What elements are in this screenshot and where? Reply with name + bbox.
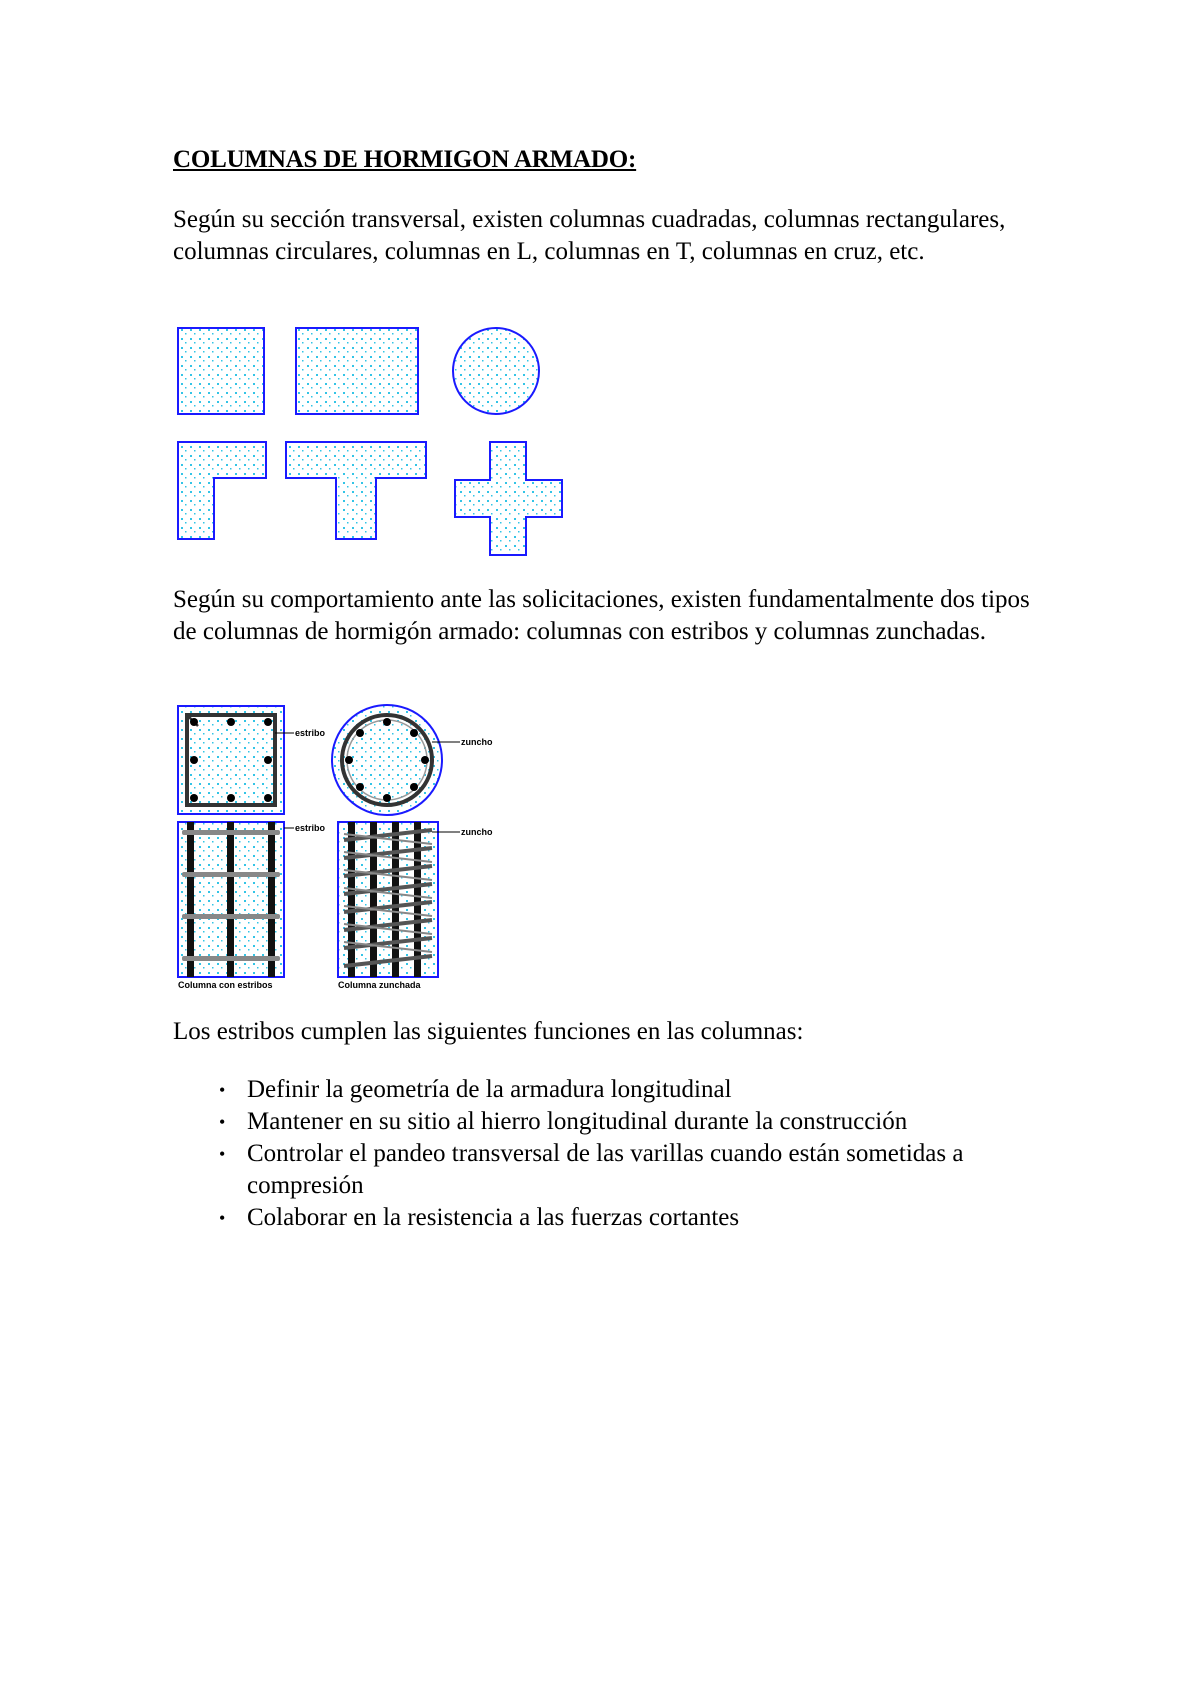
- list-item-text: Mantener en su sitio al hierro longitudinal durante la construcción: [247, 1108, 908, 1135]
- rectangular-section-shape: [296, 328, 418, 414]
- paragraph-behavior: Según su comportamiento ante las solicitaciones, existen fundamentalmente dos tipos de columnas de hormigón armado: columnas con estribos y columnas zunchadas.: [173, 586, 1030, 645]
- page-title: COLUMNAS DE HORMIGON ARMADO:: [173, 146, 637, 173]
- caption-columna-con-estribos: Columna con estribos: [178, 980, 273, 990]
- tied-column-section: [178, 706, 294, 814]
- caption-columna-zunchada: Columna zunchada: [338, 980, 421, 990]
- label-estribo-top: estribo: [295, 728, 326, 738]
- paragraph-functions-intro: Los estribos cumplen las siguientes funciones en las columnas:: [173, 1018, 804, 1045]
- bullet-glyph: •: [219, 1144, 226, 1164]
- spiral-column-elevation: [338, 822, 460, 977]
- label-zuncho-bottom: zuncho: [461, 827, 493, 837]
- l-section-shape: [178, 442, 266, 539]
- t-section-shape: [286, 442, 426, 539]
- cross-section-shapes-figure: [170, 318, 570, 558]
- label-zuncho-top: zuncho: [461, 737, 493, 747]
- list-item: [173, 1106, 1073, 1138]
- tied-column-elevation: [178, 822, 294, 977]
- cross-section-shape: [455, 442, 562, 555]
- bullet-glyph: •: [219, 1080, 226, 1100]
- tied-and-spiral-columns-figure: [170, 700, 500, 990]
- square-section-shape: [178, 328, 264, 414]
- circular-section-shape: [453, 328, 539, 414]
- bullet-glyph: •: [219, 1208, 226, 1228]
- list-item: [173, 1202, 1073, 1234]
- list-item-text: Controlar el pandeo transversal de las varillas cuando están sometidas a compresión: [247, 1140, 964, 1199]
- paragraph-cross-section: Según su sección transversal, existen columnas cuadradas, columnas rectangulares, columnas circulares, columnas en L, columnas en T, columnas en cruz, etc.: [173, 206, 1006, 265]
- functions-list: [173, 1074, 1073, 1234]
- list-item-text: Colaborar en la resistencia a las fuerzas cortantes: [247, 1204, 740, 1231]
- list-item-text: Definir la geometría de la armadura longitudinal: [247, 1076, 732, 1103]
- list-item: [173, 1074, 1073, 1106]
- spiral-column-section: [332, 705, 460, 815]
- list-item: [173, 1138, 1073, 1202]
- label-estribo-bottom: estribo: [295, 823, 326, 833]
- bullet-glyph: •: [219, 1112, 226, 1132]
